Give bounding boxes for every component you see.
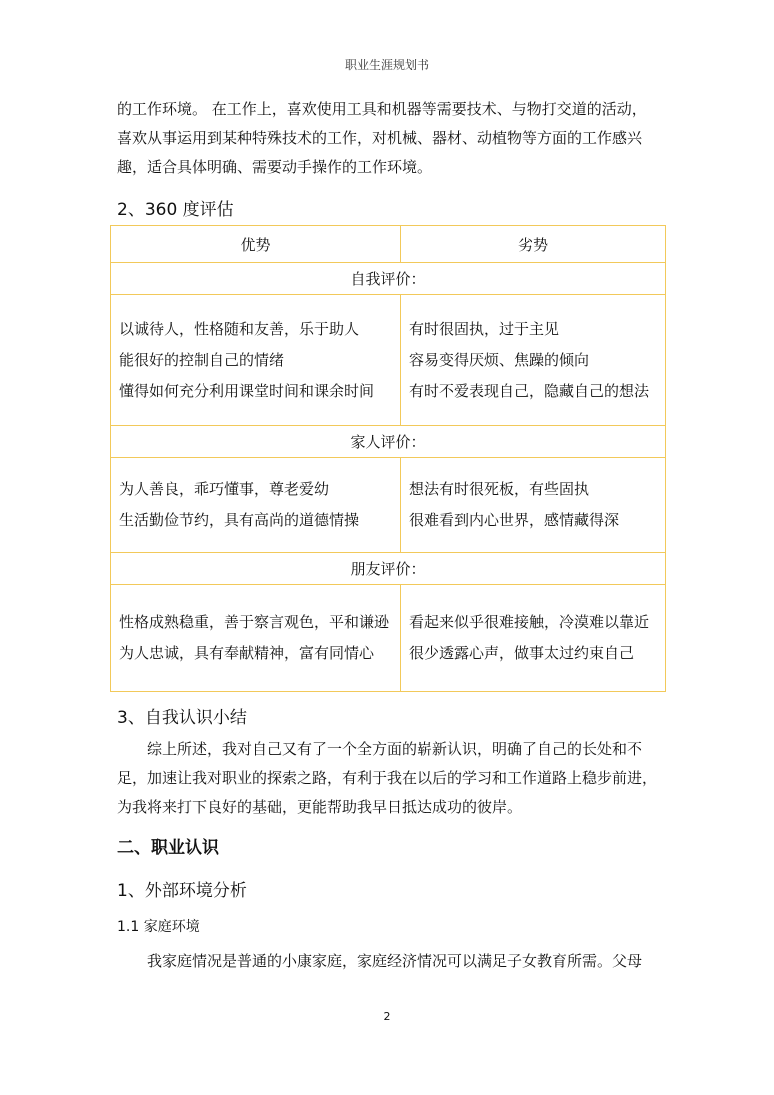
group-title-family: 家人评价： bbox=[111, 426, 666, 458]
strength-item: 能很好的控制自己的情绪 bbox=[119, 350, 285, 369]
weakness-item: 有时很固执，过于主见 bbox=[409, 319, 560, 338]
family-paragraph bbox=[117, 947, 662, 976]
friends-strengths-cell bbox=[111, 585, 401, 692]
group-body-row bbox=[111, 295, 666, 426]
weakness-item: 很难看到内心世界，感情藏得深 bbox=[409, 511, 620, 529]
strength-item: 为人忠诚，具有奉献精神，富有同情心 bbox=[119, 644, 375, 662]
strength-item: 生活勤俭节约，具有高尚的道德情操 bbox=[119, 511, 360, 529]
self-strengths-cell bbox=[111, 295, 401, 426]
group-body-row bbox=[111, 458, 666, 553]
section-heading-360: 2、360 度评估 bbox=[117, 200, 234, 220]
summary-line: 为我将来打下良好的基础，更能帮助我早日抵达成功的彼岸。 bbox=[117, 798, 523, 816]
summary-line: 足，加速让我对职业的探索之路，有利于我在以后的学习和工作道路上稳步前进， bbox=[117, 769, 658, 787]
summary-line: 综上所述，我对自己又有了一个全方面的崭新认识，明确了自己的长处和不 bbox=[147, 740, 643, 758]
intro-line: 喜欢从事运用到某种特殊技术的工作，对机械、器材、动植物等方面的工作感兴 bbox=[117, 129, 643, 147]
strength-item: 懂得如何充分利用课堂时间和课余时间 bbox=[119, 381, 375, 400]
family-line: 我家庭情况是普通的小康家庭，家庭经济情况可以满足子女教育所需。父母 bbox=[147, 952, 643, 970]
weakness-item: 容易变得厌烦、焦躁的倾向 bbox=[409, 350, 590, 369]
page-header: 职业生涯规划书 bbox=[344, 58, 429, 72]
self-weaknesses-cell bbox=[401, 295, 666, 426]
section-heading-external: 1、外部环境分析 bbox=[117, 881, 247, 901]
strength-item: 性格成熟稳重，善于察言观色，平和谦逊 bbox=[119, 613, 390, 631]
group-title-row bbox=[111, 426, 666, 458]
weakness-item: 很少透露心声，做事太过约束自己 bbox=[409, 644, 635, 662]
strength-item: 为人善良，乖巧懂事，尊老爱幼 bbox=[119, 480, 330, 498]
intro-line: 趣，适合具体明确、需要动手操作的工作环境。 bbox=[117, 158, 433, 176]
section-heading-summary: 3、自我认识小结 bbox=[117, 708, 247, 728]
col-header-weaknesses: 劣势 bbox=[401, 226, 666, 263]
chapter-title: 二、职业认识 bbox=[117, 838, 219, 858]
subsection-heading-family: 1.1 家庭环境 bbox=[117, 919, 200, 935]
page-number: 2 bbox=[383, 1010, 391, 1023]
group-title-row bbox=[111, 553, 666, 585]
family-weaknesses-cell bbox=[401, 458, 666, 553]
group-body-row bbox=[111, 585, 666, 692]
weakness-item: 有时不爱表现自己，隐藏自己的想法 bbox=[409, 381, 650, 400]
weakness-item: 看起来似乎很难接触，冷漠难以靠近 bbox=[409, 613, 650, 631]
strength-item: 以诚待人，性格随和友善，乐于助人 bbox=[119, 319, 360, 338]
col-header-strengths: 优势 bbox=[111, 226, 401, 263]
intro-paragraph bbox=[117, 95, 662, 182]
group-title-friends: 朋友评价： bbox=[111, 553, 666, 585]
friends-weaknesses-cell bbox=[401, 585, 666, 692]
table-header-row bbox=[111, 226, 666, 263]
group-title-self: 自我评价： bbox=[111, 263, 666, 295]
intro-line: 的工作环境。 在工作上，喜欢使用工具和机器等需要技术、与物打交道的活动， bbox=[117, 100, 647, 118]
group-title-row bbox=[111, 263, 666, 295]
evaluation-table bbox=[110, 225, 666, 692]
weakness-item: 想法有时很死板，有些固执 bbox=[409, 480, 590, 498]
summary-paragraph bbox=[117, 735, 662, 822]
family-strengths-cell bbox=[111, 458, 401, 553]
